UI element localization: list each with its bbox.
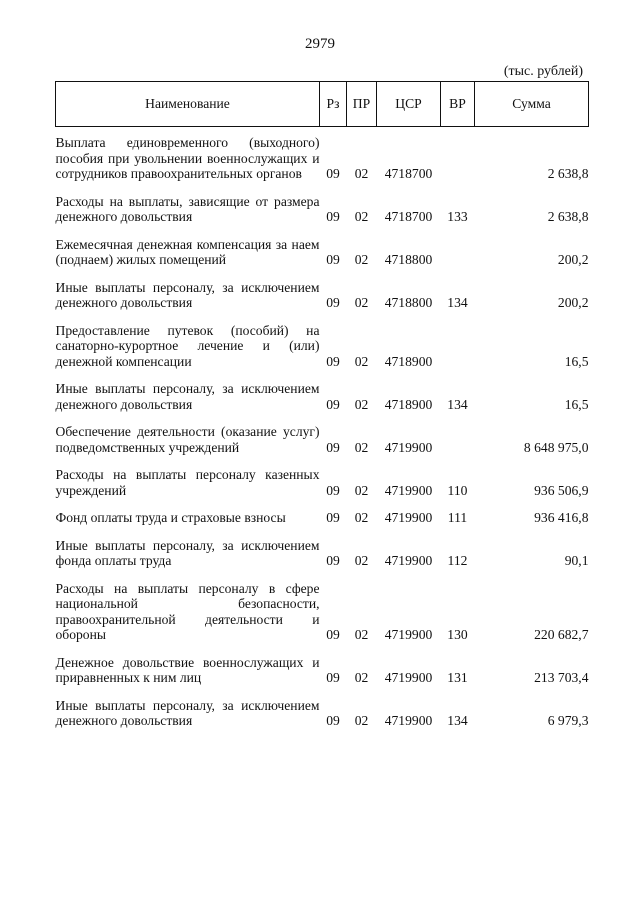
cell-vr: 133 xyxy=(447,209,468,224)
cell-name: Фонд оплаты труда и страховые взносы xyxy=(55,510,286,525)
cell-sum: 200,2 xyxy=(557,295,589,310)
column-header-name: Наименование xyxy=(56,82,320,127)
row-spacer-cell xyxy=(56,455,589,467)
cell-pr: 02 xyxy=(354,166,369,181)
table-row xyxy=(56,538,589,569)
table-row xyxy=(56,237,589,268)
cell-csr: 4718700 xyxy=(384,166,433,181)
cell-pr: 02 xyxy=(354,670,369,685)
cell-sum: 2 638,8 xyxy=(547,166,589,181)
cell-name: Иные выплаты персоналу, за исключением денежного довольствия xyxy=(55,381,320,412)
cell-vr: 131 xyxy=(447,670,468,685)
cell-sum: 8 648 975,0 xyxy=(523,439,589,455)
cell-rz: 09 xyxy=(326,353,340,369)
table-row xyxy=(56,194,589,225)
cell-csr: 4719900 xyxy=(384,713,433,728)
cell-sum: 220 682,7 xyxy=(534,627,589,642)
cell-name: Расходы на выплаты персоналу казенных учреждений xyxy=(55,467,320,498)
column-header-vr: ВР xyxy=(441,82,475,127)
cell-pr: 02 xyxy=(354,396,369,412)
cell-pr: 02 xyxy=(354,713,369,728)
row-spacer xyxy=(56,182,589,194)
cell-vr xyxy=(441,323,475,370)
row-spacer-cell xyxy=(56,268,589,280)
cell-vr: 110 xyxy=(447,482,468,498)
cell-rz: 09 xyxy=(326,439,340,455)
row-spacer-cell xyxy=(56,569,589,581)
cell-vr: 130 xyxy=(447,627,468,642)
cell-pr: 02 xyxy=(354,627,369,642)
row-spacer xyxy=(56,643,589,655)
cell-pr: 02 xyxy=(354,295,369,310)
cell-csr: 4719900 xyxy=(384,439,433,455)
cell-csr: 4719900 xyxy=(384,553,433,568)
row-spacer-cell xyxy=(56,225,589,237)
cell-sum: 2 638,8 xyxy=(547,209,589,224)
table-row xyxy=(56,424,589,455)
row-spacer-cell xyxy=(56,369,589,381)
cell-csr: 4719900 xyxy=(384,670,433,685)
column-header-rz: Рз xyxy=(320,82,347,127)
column-header-sum: Сумма xyxy=(475,82,589,127)
row-spacer xyxy=(56,569,589,581)
table-header-row xyxy=(56,82,589,127)
cell-vr: 134 xyxy=(447,396,468,412)
cell-name: Предоставление путевок (пособий) на санаторно-курортное лечение и (или) денежной компенсации xyxy=(55,322,320,369)
cell-pr: 02 xyxy=(354,252,369,267)
cell-sum: 936 416,8 xyxy=(534,510,589,525)
cell-sum: 6 979,3 xyxy=(547,713,589,728)
cell-rz: 09 xyxy=(326,252,340,267)
cell-pr: 02 xyxy=(354,553,369,568)
cell-name: Расходы на выплаты персоналу в сфере национальной безопасности, правоохранительной деятельности и обороны xyxy=(55,580,320,642)
cell-csr: 4718800 xyxy=(384,295,433,310)
table-row xyxy=(56,381,589,412)
cell-vr xyxy=(441,237,475,268)
table-row xyxy=(56,510,589,526)
cell-sum: 16,5 xyxy=(564,396,589,412)
table-row xyxy=(56,698,589,729)
row-spacer-cell xyxy=(56,127,589,136)
cell-csr: 4719900 xyxy=(384,510,433,525)
column-header-pr: ПР xyxy=(347,82,377,127)
cell-csr: 4718900 xyxy=(384,353,433,369)
cell-name: Иные выплаты персоналу, за исключением фонда оплаты труда xyxy=(55,537,320,568)
column-header-csr: ЦСР xyxy=(377,82,441,127)
cell-rz: 09 xyxy=(326,295,340,310)
cell-name: Ежемесячная денежная компенсация за наем (поднаем) жилых помещений xyxy=(55,236,320,267)
cell-vr: 111 xyxy=(447,510,468,525)
row-spacer xyxy=(56,369,589,381)
cell-name: Иные выплаты персоналу, за исключением денежного довольствия xyxy=(55,279,320,310)
row-spacer xyxy=(56,412,589,424)
cell-name: Обеспечение деятельности (оказание услуг) подведомственных учреждений xyxy=(55,424,320,455)
cell-rz: 09 xyxy=(326,553,340,568)
cell-csr: 4719900 xyxy=(384,627,433,642)
cell-rz: 09 xyxy=(326,627,340,642)
cell-rz: 09 xyxy=(326,670,340,685)
units-note: (тыс. рублей) xyxy=(503,64,583,79)
budget-table xyxy=(55,81,589,729)
cell-pr: 02 xyxy=(354,482,369,498)
row-spacer-cell xyxy=(56,643,589,655)
cell-rz: 09 xyxy=(326,713,340,728)
cell-rz: 09 xyxy=(326,510,340,525)
table-row xyxy=(56,581,589,643)
cell-csr: 4718900 xyxy=(384,396,433,412)
cell-name: Выплата единовременного (выходного) пособия при увольнении военнослужащих и сотрудников правоохранительных органов xyxy=(55,135,320,181)
page-number: 2979 xyxy=(305,36,335,52)
cell-sum: 213 703,4 xyxy=(534,670,589,685)
cell-csr: 4718700 xyxy=(384,209,433,224)
row-spacer xyxy=(56,455,589,467)
cell-sum: 90,1 xyxy=(564,553,589,568)
cell-name: Денежное довольствие военнослужащих и приравненных к ним лиц xyxy=(55,654,320,685)
row-spacer xyxy=(56,498,589,510)
cell-name: Иные выплаты персоналу, за исключением денежного довольствия xyxy=(55,697,320,728)
table-row xyxy=(56,135,589,182)
cell-vr xyxy=(441,135,475,182)
row-spacer-cell xyxy=(56,412,589,424)
row-spacer-cell xyxy=(56,311,589,323)
cell-name: Расходы на выплаты, зависящие от размера денежного довольствия xyxy=(55,193,320,224)
cell-pr: 02 xyxy=(354,510,369,525)
table-body xyxy=(56,127,589,729)
row-spacer xyxy=(56,526,589,538)
row-spacer xyxy=(56,311,589,323)
table-row xyxy=(56,467,589,498)
table-row xyxy=(56,280,589,311)
row-spacer-cell xyxy=(56,526,589,538)
cell-rz: 09 xyxy=(326,209,340,224)
cell-pr: 02 xyxy=(354,209,369,224)
cell-csr: 4719900 xyxy=(384,482,433,498)
cell-sum: 16,5 xyxy=(564,353,589,369)
cell-vr: 134 xyxy=(447,295,468,310)
cell-pr: 02 xyxy=(354,353,369,369)
cell-rz: 09 xyxy=(326,396,340,412)
cell-rz: 09 xyxy=(326,166,340,181)
cell-vr: 112 xyxy=(447,553,468,568)
table-row xyxy=(56,655,589,686)
row-spacer xyxy=(56,686,589,698)
cell-sum: 200,2 xyxy=(557,252,589,267)
cell-sum: 936 506,9 xyxy=(534,482,589,498)
row-spacer-cell xyxy=(56,498,589,510)
cell-vr: 134 xyxy=(447,713,468,728)
cell-csr: 4718800 xyxy=(384,252,433,267)
row-spacer xyxy=(56,225,589,237)
row-spacer xyxy=(56,268,589,280)
cell-vr xyxy=(441,424,475,455)
row-spacer-cell xyxy=(56,182,589,194)
row-spacer xyxy=(56,127,589,136)
cell-pr: 02 xyxy=(354,439,369,455)
table-row xyxy=(56,323,589,370)
row-spacer-cell xyxy=(56,686,589,698)
cell-rz: 09 xyxy=(326,482,340,498)
